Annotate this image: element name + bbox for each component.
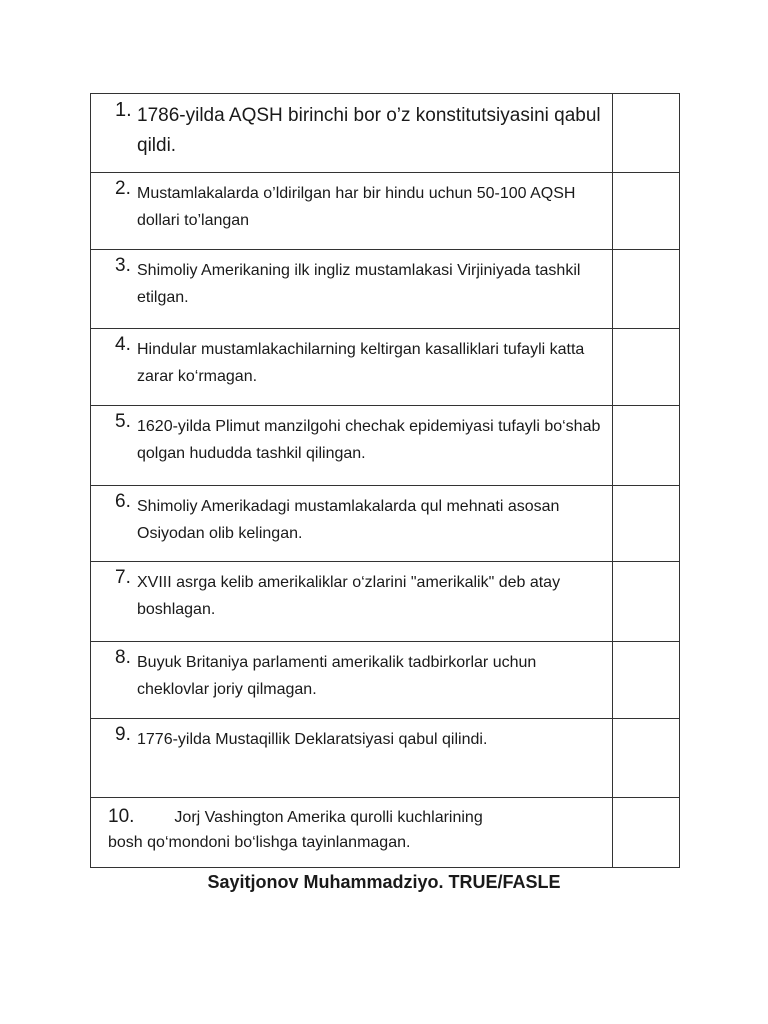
answer-cell[interactable] (613, 642, 680, 719)
table-row (91, 486, 680, 562)
question-cell (91, 250, 613, 329)
question-cell (91, 798, 613, 868)
answer-cell[interactable] (613, 719, 680, 798)
quiz-table (90, 93, 680, 868)
answer-cell[interactable] (613, 250, 680, 329)
question-number: 5. (115, 411, 131, 432)
question-cell (91, 329, 613, 406)
question-number: 3. (115, 255, 131, 276)
question-number: 6. (115, 491, 131, 512)
answer-cell[interactable] (613, 486, 680, 562)
footer-caption: Sayitjonov Muhammadziyo. TRUE/FASLE (207, 872, 561, 892)
question-cell (91, 486, 613, 562)
table-row (91, 562, 680, 642)
answer-cell[interactable] (613, 562, 680, 642)
question-text: 1786-yilda AQSH birinchi bor o’z konstitutsiyasini qabul qildi. (137, 105, 601, 156)
table-row (91, 94, 680, 173)
answer-cell[interactable] (613, 406, 680, 486)
table-row (91, 250, 680, 329)
answer-cell[interactable] (613, 798, 680, 868)
question-cell (91, 173, 613, 250)
question-text: 1776-yilda Mustaqillik Deklaratsiyasi qabul qilindi. (137, 731, 488, 748)
table-row (91, 719, 680, 798)
table-row (91, 798, 680, 868)
question-number: 4. (115, 334, 131, 355)
answer-cell[interactable] (613, 173, 680, 250)
question-cell (91, 562, 613, 642)
question-cell (91, 406, 613, 486)
question-text: XVIII asrga kelib amerikaliklar o‘zlarini "amerikalik" deb atay boshlagan. (137, 574, 561, 618)
table-row (91, 642, 680, 719)
question-number: 7. (115, 567, 131, 588)
table-row (91, 329, 680, 406)
question-number: 1. (115, 99, 132, 121)
question-cell (91, 94, 613, 173)
question-number: 10. (108, 806, 135, 827)
question-text: Hindular mustamlakachilarning keltirgan kasalliklari tufayli katta zarar ko‘rmagan. (137, 341, 585, 385)
question-text-line1: Jorj Vashington Amerika qurolli kuchlarining (174, 809, 483, 826)
table-row (91, 406, 680, 486)
question-text-line2: bosh qo‘mondoni bo‘lishga tayinlanmagan. (108, 834, 411, 851)
answer-cell[interactable] (613, 94, 680, 173)
table-row (91, 173, 680, 250)
question-text: Shimoliy Amerikaning ilk ingliz mustamlakasi Virjiniyada tashkil etilgan. (137, 262, 581, 306)
question-text: 1620-yilda Plimut manzilgohi chechak epidemiyasi tufayli bo‘shab qolgan hududda tashkil qilingan. (137, 418, 601, 462)
question-number: 2. (115, 178, 131, 199)
question-number: 9. (115, 724, 131, 745)
question-text: Buyuk Britaniya parlamenti amerikalik tadbirkorlar uchun cheklovlar joriy qilmagan. (137, 654, 537, 698)
question-text: Shimoliy Amerikadagi mustamlakalarda qul mehnati asosan Osiyodan olib kelingan. (137, 498, 560, 542)
question-number: 8. (115, 647, 131, 668)
question-text: Mustamlakalarda o’ldirilgan har bir hindu uchun 50-100 AQSH dollari to’langan (137, 185, 576, 229)
answer-cell[interactable] (613, 329, 680, 406)
question-cell (91, 719, 613, 798)
question-cell (91, 642, 613, 719)
